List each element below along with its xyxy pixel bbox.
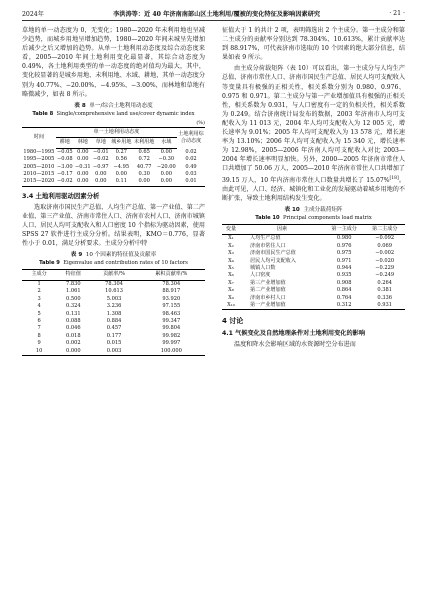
table-cell: 0.00	[77, 178, 89, 185]
table-cell: 济南市乡村人口	[250, 294, 286, 301]
table-cell: 0.908	[336, 279, 352, 286]
table9-col-header: 贡献率/%	[90, 270, 137, 280]
table-cell: 10.613	[105, 288, 123, 295]
table-cell: 0.56	[115, 156, 127, 163]
table-cell: 0.11	[115, 178, 127, 185]
table-cell: 0.971	[336, 257, 352, 264]
table9-col-header: 累积贡献率/%	[138, 270, 205, 280]
table-cell: 0.00	[77, 156, 89, 163]
table-cell: 济南市国民生产总值	[250, 250, 296, 257]
table-cell: 0.00	[138, 178, 150, 185]
table-row	[22, 318, 205, 325]
table-cell: 1.308	[106, 310, 122, 317]
table-cell: 0.935	[336, 272, 352, 279]
table-cell: X₁	[228, 235, 234, 242]
table-row	[22, 325, 205, 332]
table-row	[22, 171, 205, 178]
table-cell: 3.236	[106, 303, 122, 310]
table-cell: 1.061	[66, 288, 81, 295]
table-cell: 0.65	[138, 148, 150, 155]
table-cell: 99.804	[162, 325, 181, 332]
table-cell: 1980—1995	[23, 148, 55, 155]
table-row	[222, 302, 405, 310]
table-cell: X₈	[228, 287, 234, 294]
table-row	[22, 156, 205, 163]
left-column	[22, 26, 205, 356]
paragraph-load-matrix-text-end: 。由此可见，人口、经济、城镇化和工业化的发展驱动着城乡用地的不断扩张，导致土地利用结构发生变化。	[222, 176, 405, 202]
header-year: 2024年	[22, 10, 44, 18]
table-cell: 0.02	[185, 156, 197, 163]
table-cell: 5	[37, 310, 41, 317]
table-cell: 0.264	[377, 279, 393, 286]
table-cell: 93.920	[162, 295, 181, 302]
table-cell: −0.002	[375, 250, 395, 257]
table8-title: 单一/综合土地利用动态度	[89, 102, 153, 109]
table-cell: 人均生产总值	[250, 235, 281, 242]
table-cell: 0.00	[77, 148, 89, 155]
table-cell: 人口密度	[250, 272, 271, 279]
table-cell: 8	[37, 332, 41, 339]
table-cell: 居民人均可支配收入	[250, 257, 296, 264]
table-cell: 97.155	[162, 303, 181, 310]
table-cell: 6	[37, 317, 41, 324]
table8-title-en: Single/comprehensive land use/cover dynamic index	[56, 110, 195, 117]
table-row	[22, 178, 205, 186]
table-row	[22, 311, 205, 318]
table10-caption-cn	[222, 206, 405, 214]
table-cell: 40.77	[136, 163, 152, 170]
table-cell: −0.31	[74, 163, 91, 170]
table10-header-row	[222, 225, 405, 235]
table-cell: −0.229	[375, 265, 395, 272]
table-cell: 2	[37, 288, 41, 295]
table9	[22, 269, 205, 355]
table-cell: 88.917	[162, 288, 181, 295]
table-cell: X₂	[228, 242, 234, 249]
table9-title-en: Eigenvalue and contribution rates of 10 factors	[63, 260, 188, 267]
citation-ref: [18]	[389, 175, 399, 181]
table-cell: 5.003	[106, 295, 122, 302]
table-cell: 4	[37, 303, 41, 310]
table8-group-header: 单一土地利用动态度	[56, 127, 177, 137]
table9-number-en: Table 9	[39, 260, 60, 267]
table-cell: 1	[37, 280, 41, 287]
table8-unit: (%)	[196, 119, 205, 126]
table8-col-period: 时间	[33, 134, 44, 141]
table-cell: 0.30	[138, 170, 150, 177]
table-cell: 98.463	[162, 310, 181, 317]
table-cell: 济南市常住人口	[250, 242, 286, 249]
table-cell: 1995—2005	[23, 156, 55, 163]
table-cell: 0.03	[185, 170, 197, 177]
table-cell: −0.08	[56, 156, 73, 163]
table9-caption-cn	[22, 251, 205, 259]
page-header	[22, 6, 405, 21]
table8-col-header: 耕地	[56, 138, 74, 148]
table-cell: 3	[37, 295, 41, 302]
table-row	[22, 280, 205, 288]
table-cell: −3.00	[56, 163, 73, 170]
table-cell: 99.347	[162, 317, 181, 324]
table-cell: −0.05	[56, 148, 73, 155]
table8-number: 表 8	[74, 102, 86, 109]
table-cell: 0.02	[185, 148, 197, 155]
table-cell: 99.997	[162, 340, 181, 347]
table-cell: −0.02	[56, 178, 73, 185]
table10-col-header: 第一主成分	[324, 225, 365, 235]
table-cell: X₄	[228, 257, 234, 264]
table-cell: 0.864	[336, 287, 352, 294]
table10-number: 表 10	[284, 206, 300, 213]
table-cell: 2010—2015	[23, 170, 55, 177]
table-row	[222, 235, 405, 243]
table-row	[22, 333, 205, 340]
table-cell: 0.01	[185, 178, 197, 185]
table-cell: −0.249	[375, 272, 395, 279]
table-cell: 0.27	[115, 148, 127, 155]
table-cell: 0.00	[160, 178, 172, 185]
table-cell: 99.982	[162, 332, 181, 339]
table8-col-header: 林地	[74, 138, 92, 148]
table-row	[222, 272, 405, 279]
table9-number: 表 9	[70, 252, 83, 259]
table-cell: 2015—2020	[23, 178, 55, 185]
table10	[222, 224, 405, 310]
table-cell: 0.944	[336, 265, 352, 272]
table-cell: −0.092	[375, 235, 395, 242]
table-cell: 78.304	[162, 280, 181, 287]
table-cell: −0.02	[93, 156, 109, 163]
table-row	[222, 295, 405, 302]
table-cell: X₆	[228, 272, 234, 279]
table-cell: 0.336	[377, 294, 393, 301]
table10-title: 主成分载荷矩阵	[303, 206, 343, 213]
table-cell: −0.17	[56, 170, 73, 177]
paragraph-components-result: 征值大于 1 的共计 2 项，表明筛选出 2 个主成分。第一主成分和第二主成分的贡献率分别达到 78.304%、10.613%，累计贡献率达到 88.917%，可代表济南市选取的 10 个因素的绝大部分信息，结果如表 9 所示。	[222, 27, 405, 62]
table-cell: 0.381	[377, 287, 393, 294]
table-cell: 0.980	[336, 235, 352, 242]
table8-col-header: 城乡用地	[110, 138, 133, 148]
table-cell: 0.500	[66, 295, 81, 302]
table-cell: 0.00	[115, 170, 127, 177]
table8-col-header: 水域	[156, 138, 177, 148]
table-cell: 0.00	[95, 178, 107, 185]
table-row	[222, 287, 405, 294]
table-cell: −0.97	[93, 163, 109, 170]
table-cell: X₁₀	[227, 302, 235, 309]
table-cell: 第三产业增加值	[250, 279, 286, 286]
table-row	[22, 348, 205, 356]
table-cell: 100.000	[160, 347, 182, 354]
table-cell: 0.00	[160, 170, 172, 177]
table8-col-comprehensive: 土地利用综合动态度	[178, 130, 204, 145]
table-cell: 0.976	[336, 242, 352, 249]
table-cell: 0.931	[377, 302, 393, 309]
table-cell: 0.018	[66, 332, 81, 339]
table-cell: −20.00	[156, 163, 176, 170]
paragraph-discussion-start: 温度和降水会影响区域的水资源时空分布进而	[234, 341, 356, 349]
section-4-1-heading: 4.1 气候变化及自然地理条件对土地利用变化的影响	[222, 330, 366, 338]
table8	[22, 127, 205, 187]
table10-title-en: Principal components load matrix	[282, 214, 372, 221]
table9-header-row	[22, 270, 205, 280]
table8-col-header: 草地	[92, 138, 110, 148]
table-cell: X₉	[228, 294, 234, 301]
table-cell: −4.95	[113, 163, 130, 170]
table-cell: 0.49	[185, 163, 197, 170]
table-cell: 0.003	[106, 347, 122, 354]
table8-caption-en	[22, 111, 205, 118]
table-cell: 0.002	[66, 340, 81, 347]
table-cell: 78.304	[105, 280, 123, 287]
table-cell: 0.000	[66, 347, 81, 354]
table-cell: 0.00	[160, 148, 172, 155]
table-cell: 城镇人口数	[250, 265, 276, 272]
table-cell: −0.020	[375, 257, 395, 264]
paragraph-pca-method: 选取济南市国民生产总值、人均生产总值、第一产业值、第二产业值、第三产业值、济南市常住人口、济南市农村人口、济南市城镇人口、居民人均可支配收入和人口密度 10 个指标为驱动因素，使用 SPSS 27 软件进行主成分分析。结果表明，KMO＝0.776，显著性小于 0.01，满足分析要求。主成分分析中特	[22, 203, 205, 248]
table-cell: 0.088	[66, 317, 81, 324]
table-row	[22, 303, 205, 310]
table-cell: 0.975	[336, 250, 352, 257]
table-cell: X₇	[228, 279, 234, 286]
header-page-number: · 21 ·	[389, 9, 405, 17]
table-cell: −0.01	[93, 148, 109, 155]
table-cell: 0.457	[106, 325, 122, 332]
paragraph-load-matrix-text: 由主成分荷载矩阵（表 10）可以看出，第一主成分与人均生产总值、济南市常住人口、济南市国民生产总值、居民人均可支配收入等变量具有极强的正相关性，相关系数分别为 0.980、0.976、0.975 和 0.971。第二主成分与第一产业增加值具有极强的正相关性，相关系数为 0.931，与人口密度有一定的负相关性，相关系数为 0.249。结合济南统计局发布的数据，2003 年济南市人均可支配收入为 11 013 元，2004 年人均可支配收入为 12 005 元，增长速率为 9.01%；2005 年人均可支配收入为 13 578 元，增长速率为 13.10%；2006 年人均可支配收入为 15 340 元，增长速率为 12.98%，2005—2006 年济南人均可支配收入对比 2003—2004 年增长速率明显加快。另外，2000—2005 年济南市常住人口共增加了 50.06 万人，2005—2010 年济南市常住人口共增加了 39.15 万人，10 年内济南市常住人口数量共增长了 15.07%	[222, 65, 405, 184]
table8-col-header: 未利用地	[133, 138, 156, 148]
table-row	[22, 148, 205, 156]
table-cell: X₅	[228, 265, 234, 272]
table-row	[222, 250, 405, 257]
table-cell: 7.830	[66, 280, 81, 287]
table10-col-header: 第二主成分	[364, 225, 405, 235]
table-row	[222, 258, 405, 265]
right-column	[222, 26, 405, 352]
table10-col-header: 因素	[240, 225, 324, 235]
table-row	[22, 340, 205, 347]
paragraph-load-matrix	[222, 64, 405, 202]
table9-col-header: 特征值	[56, 270, 90, 280]
table10-col-header: 变量	[222, 225, 240, 235]
table-cell: 0.046	[66, 325, 81, 332]
table-cell: 9	[37, 340, 41, 347]
table-cell: 0.00	[95, 170, 107, 177]
table-cell: 第一产业增加值	[250, 302, 286, 309]
table9-title: 10 个因素的特征值及贡献率	[85, 252, 157, 259]
table-cell: 2005—2010	[23, 163, 55, 170]
table-cell: X₃	[228, 250, 234, 257]
table-cell: 0.72	[138, 156, 150, 163]
header-title: 李洪涛等：近 40 年济南南部山区土地利用/覆被的变化特征及影响因素研究	[113, 10, 321, 18]
table-row	[22, 288, 205, 295]
table9-caption-en	[22, 260, 205, 267]
table-cell: 0.00	[77, 170, 89, 177]
table10-caption-en	[222, 215, 405, 222]
table-row	[22, 164, 205, 171]
paragraph-land-change: 草地的单一动态度为 0，无变化；1980—2020 年未利用地也呈减少趋势，而城乡用地呈增加趋势，1980—2020 年间未城呈先增加后减少之后又增加的趋势。从单一土地利用动态度及综合动态度来看，2005—2010 年间土地利用变化最显著，其综合动态度为 0.49%，各土地利用类型的单一动态度的绝对值均为最大，其中，变化较显著的是城乡用地、未利用地、水域、耕地，其单一动态度分别为 40.77%、−20.00%、−4.95%、−3.00%，而林地和草地有略微减少，如表 8 所示。	[22, 27, 205, 98]
table-cell: 10	[35, 347, 43, 354]
table8-number-en: Table 8	[32, 110, 54, 117]
table-row	[22, 296, 205, 303]
table-cell: 0.764	[336, 294, 352, 301]
table-cell: 0.884	[106, 317, 122, 324]
table-cell: 0.069	[377, 242, 393, 249]
section-4-heading: 4 讨论	[222, 317, 244, 326]
table-cell: 0.312	[336, 302, 352, 309]
table8-caption-cn	[22, 102, 205, 110]
table-cell: 第二产业增加值	[250, 287, 286, 294]
table-cell: 0.324	[66, 303, 81, 310]
table-cell: 0.177	[106, 332, 122, 339]
section-3-4-heading: 3.4 土地利用驱动因素分析	[22, 191, 100, 200]
table-cell: 0.015	[106, 340, 122, 347]
table-cell: 7	[37, 325, 41, 332]
table9-col-header: 主成分	[22, 270, 56, 280]
table-cell: −0.30	[158, 156, 175, 163]
table-cell: 0.131	[66, 310, 81, 317]
table10-number-en: Table 10	[255, 214, 280, 221]
